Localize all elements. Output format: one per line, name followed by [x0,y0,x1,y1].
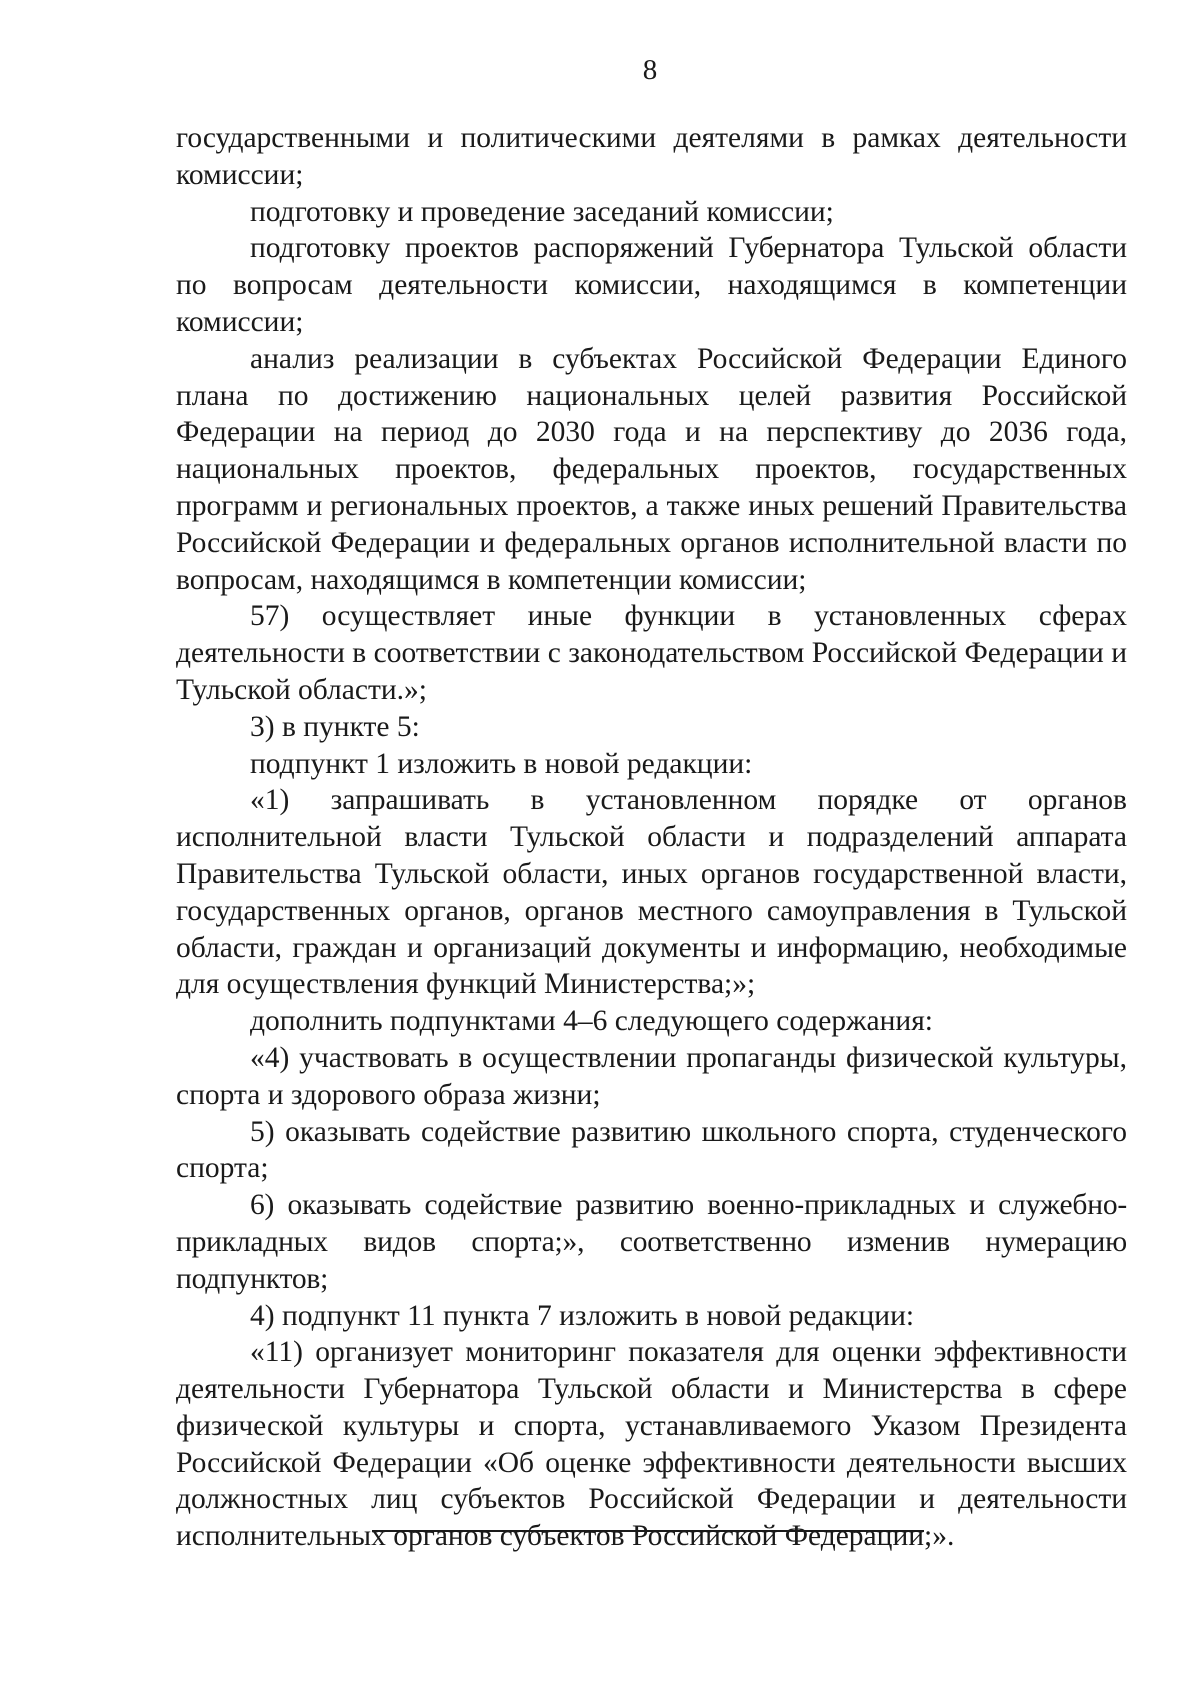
paragraph-meetings: подготовку и проведение заседаний комиссии; [250,195,834,228]
paragraph-continuation: государственными и политическими деятелями в рамках деятельности комиссии; [176,122,1127,191]
paragraph-add-subpoints: дополнить подпунктами 4–6 следующего содержания: [250,1005,933,1038]
paragraph-subpoint-1-intro: подпункт 1 изложить в новой редакции: [250,747,753,780]
paragraph-subpoint-1: «1) запрашивать в установленном порядке от органов исполнительной власти Тульской области и подразделений аппарата Правительства Тульской области, иных органов государственной власти, государственных органов, органов местного самоуправления в Тульской области, граждан и организаций документы и информацию, необходимые для осуществления функций Министерства;»; [176,784,1127,1001]
document-body [176,120,1127,1555]
paragraph-subpoint-5: 5) оказывать содействие развитию школьного спорта, студенческого спорта; [176,1115,1127,1185]
paragraph-point-3: 3) в пункте 5: [250,710,420,743]
paragraph-analysis: анализ реализации в субъектах Российской Федерации Единого плана по достижению национальных целей развития Российской Федерации на период до 2030 года и на перспективу до 2036 года, национальных проектов, федеральных проектов, государственных программ и региональных проектов, а также иных решений Правительства Российской Федерации и федеральных органов исполнительной власти по вопросам, находящимся в компетенции комиссии; [176,342,1127,596]
closing-divider [372,1530,924,1532]
paragraph-subpoint-6: 6) оказывать содействие развитию военно-прикладных и служебно-прикладных видов спорта;», соответственно изменив нумерацию подпунктов; [176,1189,1127,1295]
paragraph-orders: подготовку проектов распоряжений Губернатора Тульской области по вопросам деятельности комиссии, находящимся в компетенции комиссии; [176,232,1127,338]
paragraph-subpoint-4: «4) участвовать в осуществлении пропаганды физической культуры, спорта и здорового образа жизни; [176,1041,1127,1111]
paragraph-subpoint-11: «11) организует мониторинг показателя для оценки эффективности деятельности Губернатора Тульской области и Министерства в сфере физической культуры и спорта, устанавливаемого Указом Президента Российской Федерации «Об оценке эффективности деятельности высших должностных лиц субъектов Российской Федерации и деятельности исполнительных органов субъектов Российской Федерации;». [176,1336,1127,1553]
paragraph-item-57: 57) осуществляет иные функции в установленных сферах деятельности в соответствии с законодательством Российской Федерации и Тульской области.»; [176,600,1127,706]
paragraph-point-4: 4) подпункт 11 пункта 7 изложить в новой редакции: [250,1299,915,1332]
page-number: 8 [642,54,658,86]
